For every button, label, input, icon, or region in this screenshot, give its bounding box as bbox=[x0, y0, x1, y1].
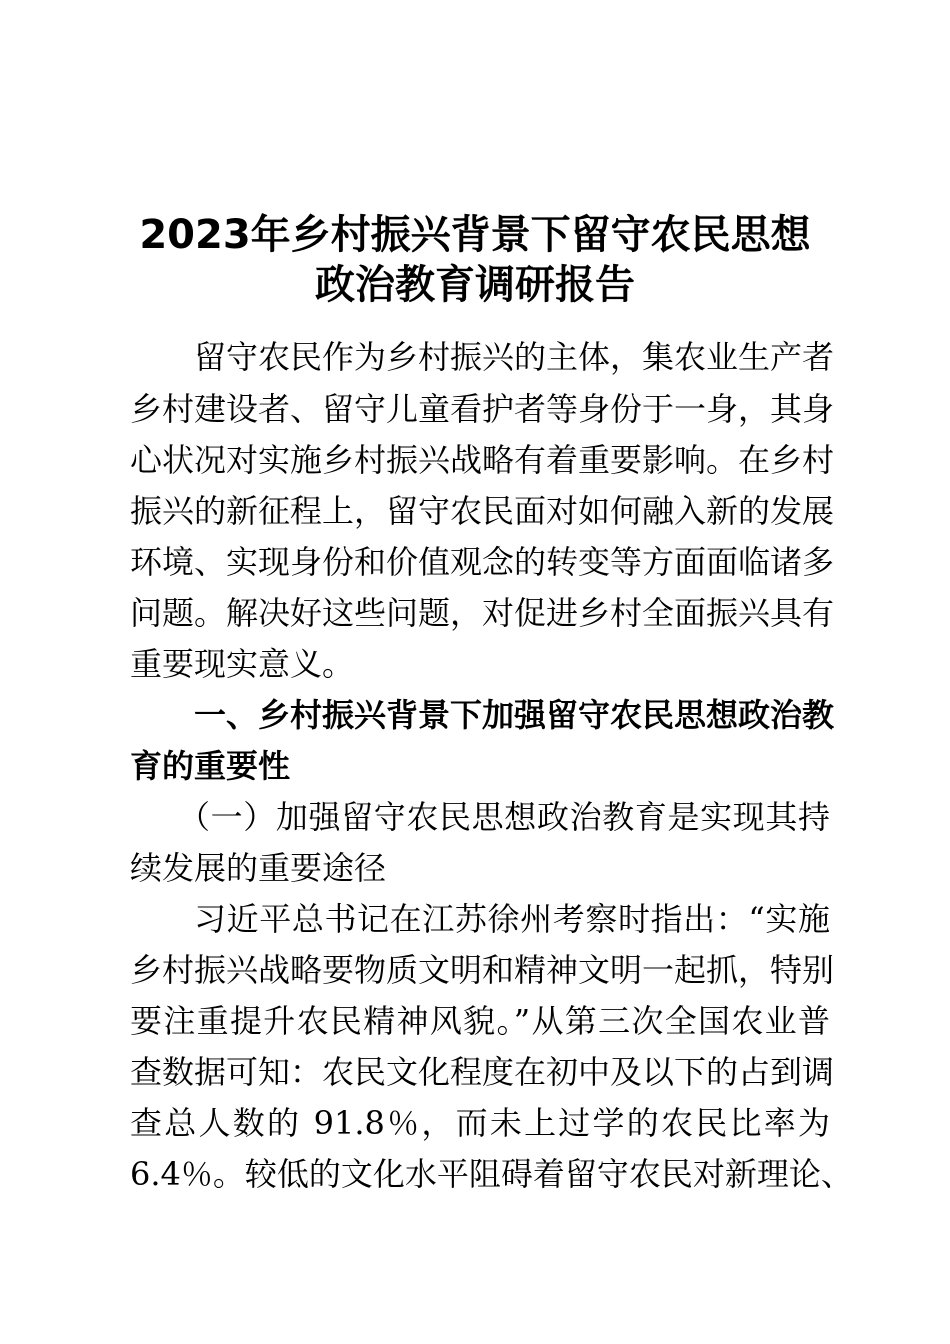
intro-line: 乡村建设者、留守儿童看护者等身份于一身，其身 bbox=[130, 390, 835, 428]
section-heading-line: 育的重要性 bbox=[130, 747, 291, 785]
paragraph-line: 6.4％。较低的文化水平阻碍着留守农民对新理论、 bbox=[130, 1155, 853, 1193]
intro-line: 留守农民作为乡村振兴的主体，集农业生产者 bbox=[194, 338, 835, 376]
document-title-line-2: 政治教育调研报告 bbox=[315, 262, 635, 308]
document-title-line-1: 2023年乡村振兴背景下留守农民思想 bbox=[139, 212, 811, 258]
paragraph-line: 乡村振兴战略要物质文明和精神文明一起抓，特别 bbox=[130, 951, 835, 989]
intro-line: 振兴的新征程上，留守农民面对如何融入新的发展 bbox=[130, 492, 835, 530]
paragraph-line: 查总人数的 91.8％，而未上过学的农民比率为 bbox=[130, 1104, 830, 1142]
intro-line: 心状况对实施乡村振兴战略有着重要影响。在乡村 bbox=[130, 441, 835, 479]
intro-line: 问题。解决好这些问题，对促进乡村全面振兴具有 bbox=[130, 594, 835, 632]
paragraph-line: 习近平总书记在江苏徐州考察时指出：“实施 bbox=[194, 900, 830, 938]
section-heading-line: 一、乡村振兴背景下加强留守农民思想政治教 bbox=[194, 696, 835, 734]
subsection-heading-line: 续发展的重要途径 bbox=[130, 849, 387, 887]
subsection-heading-line: （一）加强留守农民思想政治教育是实现其持 bbox=[178, 798, 830, 836]
paragraph-line: 查数据可知：农民文化程度在初中及以下的占到调 bbox=[130, 1053, 835, 1091]
paragraph-line: 要注重提升农民精神风貌。”从第三次全国农业普 bbox=[130, 1002, 830, 1040]
intro-line: 重要现实意义。 bbox=[130, 645, 355, 683]
intro-line: 环境、实现身份和价值观念的转变等方面面临诸多 bbox=[130, 543, 835, 581]
